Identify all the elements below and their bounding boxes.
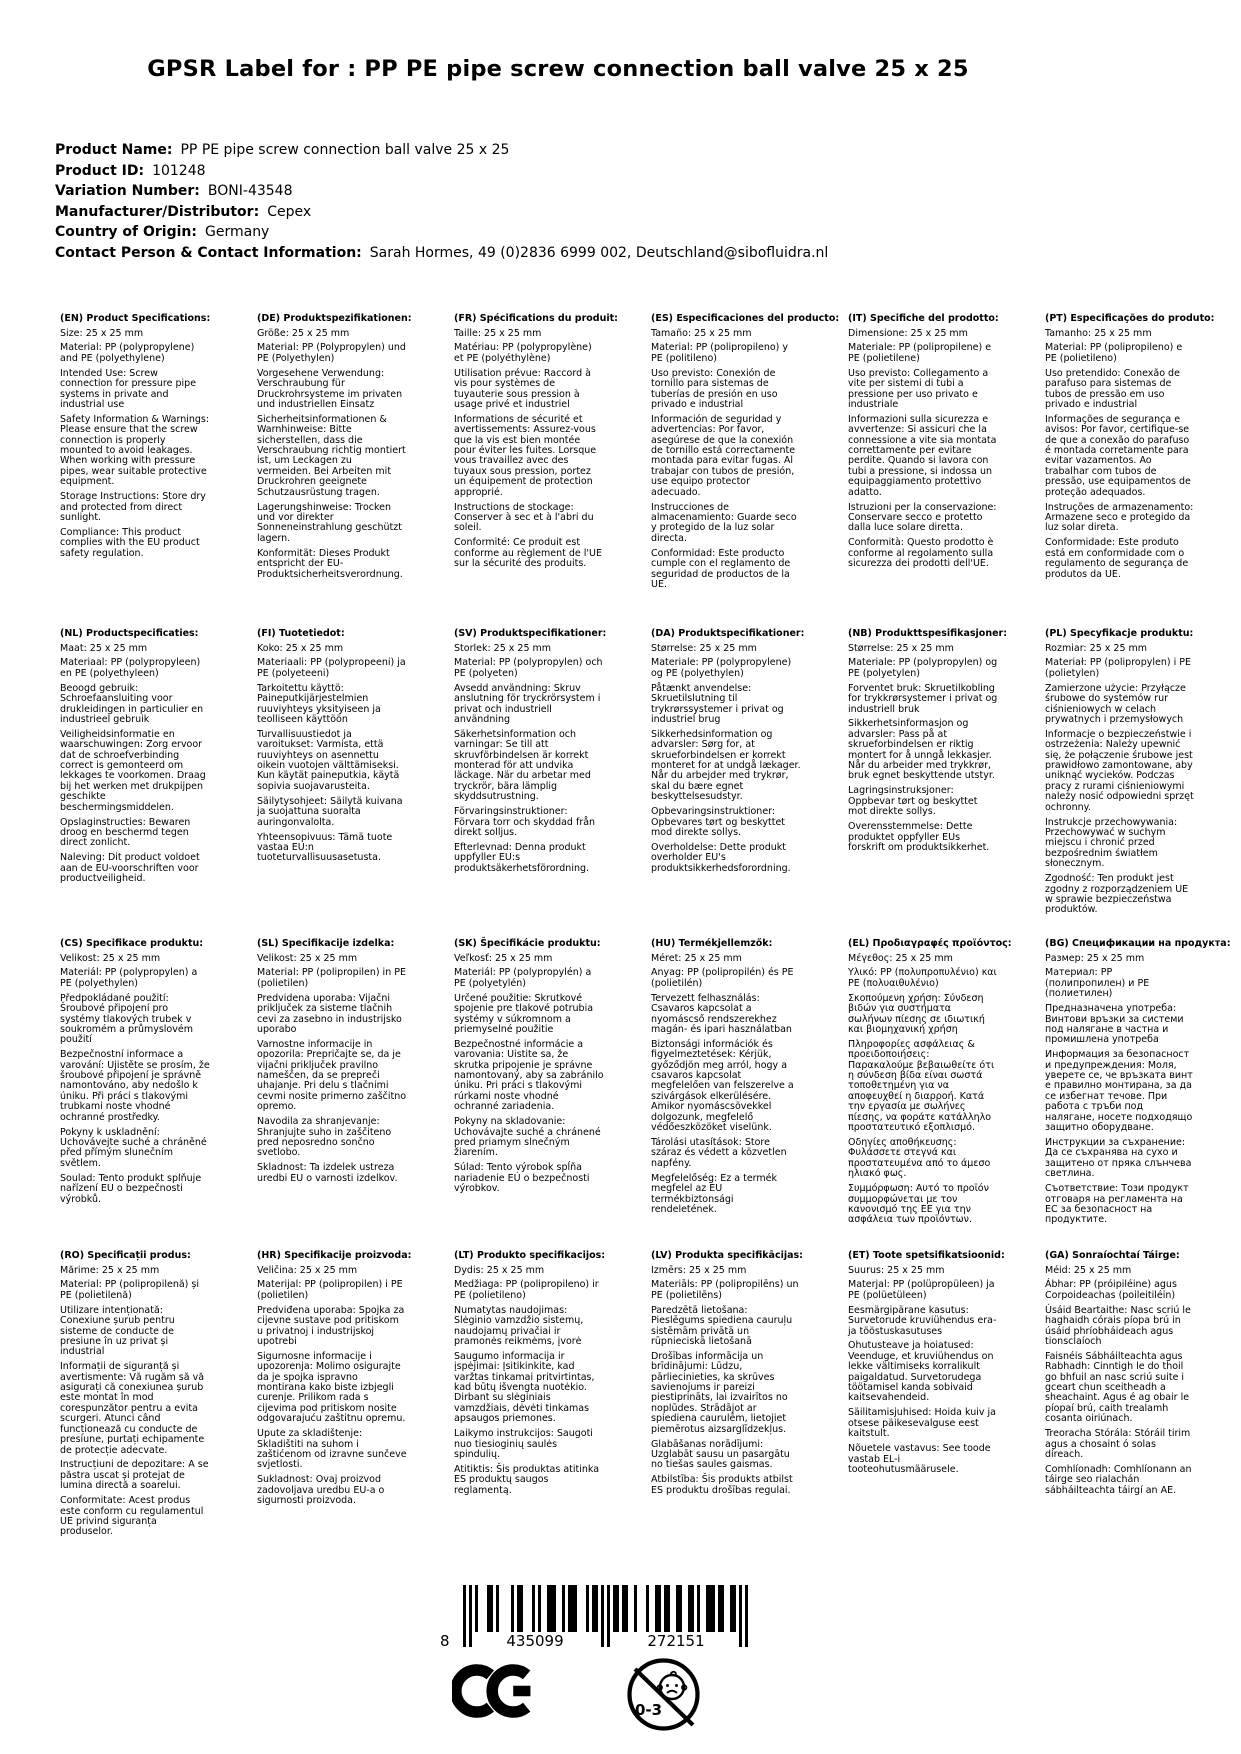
- lang-block-de: [257, 313, 412, 628]
- product-info-row: [55, 140, 828, 161]
- lang-paragraph: Tervezett felhasználás: Csavaros kapcsolat a nyomáscső rendszerekhez magán- és ipari használatban: [651, 992, 792, 1035]
- lang-heading: (LV) Produkta specifikācijas:: [651, 1250, 803, 1261]
- lang-heading: (PT) Especificações do produto:: [1045, 313, 1215, 324]
- lang-paragraph: Úsáid Beartaithe: Nasc scriú le haghaidh córais píopa brú in úsáid phríobháideach agus tionsclaíoch: [1045, 1304, 1191, 1347]
- lang-paragraph: Safety Information & Warnings: Please ensure that the screw connection is properly mounted to avoid leakages. When working with pressure pipes, wear suitable protective equipment.: [60, 413, 210, 488]
- lang-heading: (EN) Product Specifications:: [60, 313, 211, 324]
- info-field-value: Cepex: [267, 203, 312, 220]
- lang-paragraph: Información de seguridad y advertencias: Por favor, asegúrese de que la conexión de tornillo está correctamente montada para evitar fugas. Al trabajar con tubos de presión, use equipo protector adecuado.: [651, 413, 796, 498]
- lang-block-fi: [257, 628, 407, 938]
- lang-paragraph: Materijal: PP (polipropilen) i PE (polietilen): [257, 1279, 403, 1301]
- lang-paragraph: Μέγεθος: 25 x 25 mm: [848, 952, 953, 964]
- lang-paragraph: Rozmiar: 25 x 25 mm: [1045, 642, 1148, 654]
- lang-paragraph: Veličina: 25 x 25 mm: [257, 1264, 358, 1276]
- lang-block-nl: [60, 628, 210, 938]
- lang-paragraph: Utilizare intenționată: Conexiune șurub pentru sisteme de conducte de presiune în uz privat și industrial: [60, 1304, 175, 1358]
- lang-paragraph: Tamaño: 25 x 25 mm: [651, 327, 752, 339]
- lang-heading: (HU) Termékjellemzők:: [651, 938, 773, 949]
- lang-paragraph: Størrelse: 25 x 25 mm: [848, 642, 954, 654]
- lang-paragraph: Zgodność: Ten produkt jest zgodny z rozporządzeniem UE w sprawie bezpieczeństwa produktów.: [1045, 873, 1189, 916]
- lang-block-sk: [454, 938, 604, 1250]
- info-field-value: BONI-43548: [207, 183, 293, 200]
- lang-paragraph: Turvallisuustiedot ja varoitukset: Varmista, että ruuviyhteys on asennettu oikein vuotojen välttämiseksi. Kun käytät paineputkia, käytä sopivia suojavarusteita.: [257, 728, 400, 792]
- lang-heading: (SV) Produktspecifikationer:: [454, 628, 607, 639]
- lang-paragraph: Navodila za shranjevanje: Shranjujte suho in zaščiteno pred neposredno sončno svetlobo.: [257, 1116, 392, 1159]
- product-info-row: [55, 243, 828, 264]
- info-field-value: 101248: [152, 162, 206, 179]
- lang-paragraph: Conformidad: Este producto cumple con el reglamento de seguridad de productos de la UE.: [651, 547, 791, 590]
- lang-paragraph: Compliance: This product complies with the EU product safety regulation.: [60, 526, 200, 559]
- lang-paragraph: Informații de siguranță și avertismente: Vă rugăm să vă asigurați că conexiunea șurub este montat în mod corespunzător pentru a evita scurgeri. Atunci când funcționează cu conducte de presiune, purtați echipamente de protecție adecvate.: [60, 1361, 205, 1456]
- lang-paragraph: Materiál: PP (polypropylén) a PE (polyetylén): [454, 967, 592, 989]
- lang-block-pl: [1045, 628, 1195, 938]
- lang-block-lv: [651, 1250, 801, 1538]
- lang-paragraph: Vorgesehene Verwendung: Verschraubung für Druckrohrsysteme im privaten und industriellen Einsatz: [257, 367, 403, 410]
- lang-heading: (ET) Toote spetsifikatsioonid:: [848, 1250, 1005, 1261]
- lang-paragraph: Conformitate: Acest produs este conform cu regulamentul UE privind siguranța produselor.: [60, 1495, 204, 1538]
- lang-block-hr: [257, 1250, 412, 1538]
- lang-paragraph: Forventet bruk: Skruetilkobling for trykkrørsystemer i privat og industriell bruk: [848, 682, 998, 715]
- lang-paragraph: Upute za skladištenje: Skladištiti na suhom i zaštićenom od izravne sunčeve svjetlosti.: [257, 1428, 407, 1471]
- lang-paragraph: Biztonsági információk és figyelmeztetések: Kérjük, győződjön meg arról, hogy a csavaros kapcsolat megfelelően van felszerelve a szivárgások elkerülésére. Amikor nyomáscsövekkel dolgozunk, megfelelő védőeszközöket viselünk.: [651, 1038, 794, 1134]
- lang-paragraph: Dydis: 25 x 25 mm: [454, 1264, 545, 1276]
- lang-paragraph: Paredzētā lietošana: Pieslēgums spiediena cauruļu sistēmām privātā un rūpnieciskā lietošanā: [651, 1304, 793, 1347]
- lang-paragraph: Uso pretendido: Conexão de parafuso para sistemas de tubos de pressão em uso privado e industrial: [1045, 367, 1180, 410]
- lang-paragraph: Tamanho: 25 x 25 mm: [1045, 327, 1152, 339]
- lang-block-nb: [848, 628, 1008, 938]
- info-field-label: Variation Number:: [55, 183, 200, 200]
- lang-paragraph: Opslaginstructies: Bewaren droog en beschermd tegen direct zonlicht.: [60, 816, 191, 849]
- lang-heading: (SL) Specifikacije izdelka:: [257, 938, 395, 949]
- lang-heading: (PL) Specyfikacje produktu:: [1045, 628, 1194, 639]
- lang-paragraph: Nõuetele vastavus: See toode vastab EL-i tooteohutusmäärusele.: [848, 1443, 991, 1475]
- lang-heading: (BG) Спецификации на продукта:: [1045, 938, 1231, 949]
- lang-paragraph: Velikost: 25 x 25 mm: [257, 952, 358, 964]
- lang-paragraph: Instruções de armazenamento: Armazene seco e protegido da luz solar direta.: [1045, 501, 1194, 534]
- info-field-label: Country of Origin:: [55, 224, 197, 241]
- lang-paragraph: Informações de segurança e avisos: Por favor, certifique-se de que a conexão do parafuso é montada corretamente para evitar vazamentos. Ao trabalhar com tubos de pressão, use equipamentos de proteção adequados.: [1045, 413, 1191, 498]
- lang-paragraph: Avsedd användning: Skruv anslutning för tryckrörsystem i privat och industriell användning: [454, 682, 601, 725]
- info-field-label: Contact Person & Contact Information:: [55, 244, 362, 261]
- lang-paragraph: Ohutusteave ja hoiatused: Veenduge, et kruviühendus on lekke vältimiseks korralikult paigaldatud. Survetorudega töötamisel kanda sobivaid kaitsevahendeid.: [848, 1340, 994, 1404]
- age-warning-0-3-icon: [626, 1657, 701, 1732]
- lang-paragraph: Инструкции за съхранение: Да се съхранява на сухо и защитено от пряка слънчева светлина.: [1045, 1137, 1192, 1180]
- lang-paragraph: Maat: 25 x 25 mm: [60, 642, 148, 654]
- lang-paragraph: Utilisation prévue: Raccord à vis pour systèmes de tuyauterie sous pression à usage privé et industriel: [454, 367, 591, 410]
- lang-block-ga: [1045, 1250, 1195, 1538]
- lang-paragraph: Eesmärgipärane kasutus: Survetorude kruviühendus era- ja tööstuskasutuses: [848, 1304, 997, 1337]
- lang-paragraph: Size: 25 x 25 mm: [60, 327, 144, 339]
- lang-paragraph: Sukladnost: Ovaj proizvod zadovoljava uredbu EU-a o sigurnosti proizvoda.: [257, 1474, 385, 1507]
- lang-paragraph: Glabāšanas norādījumi: Uzglabāt sausu un pasargātu no tiešas saules gaismas.: [651, 1438, 790, 1471]
- lang-paragraph: Πληροφορίες ασφάλειας & προειδοποιήσεις: Παρακαλούμε βεβαιωθείτε ότι η σύνδεση βίδα είναι σωστά τοποθετημένη για να αποφευχθεί η διαρροή. Κατά την εργασία με σωλήνες πίεσης, να φοράτε κατάλληλο προστατευτικό εξοπλισμό.: [848, 1038, 995, 1134]
- lang-paragraph: Efterlevnad: Denna produkt uppfyller EU:s produktsäkerhetsförordning.: [454, 841, 590, 874]
- lang-paragraph: Ábhar: PP (próipiléine) agus Corpoideachas (poileitiléin): [1045, 1279, 1177, 1301]
- lang-paragraph: Overholdelse: Dette produkt overholder EU's produktsikkerhedsforordning.: [651, 841, 791, 874]
- lang-paragraph: Informations de sécurité et avertissements: Assurez-vous que la vis est bien montée pour éviter les fuites. Lorsque vous travaillez avec des tuyaux sous pression, portez un équipement de protection approprié.: [454, 413, 597, 498]
- product-info-row: [55, 161, 828, 182]
- lang-paragraph: Informazioni sulla sicurezza e avvertenze: Si assicuri che la connessione a vite sia montata correttamente per evitare perdite. Quando si lavora con tubi a pressione, si indossa un equipaggiamento protettivo adatto.: [848, 413, 997, 498]
- lang-paragraph: Instrukcje przechowywania: Przechowywać w suchym miejscu i chronić przed bezpośrednim światłem słonecznym.: [1045, 816, 1178, 870]
- lang-block-el: [848, 938, 1012, 1250]
- lang-paragraph: Anyag: PP (polipropilén) és PE (polietilén): [651, 967, 794, 989]
- lang-paragraph: Drošības informācija un brīdinājumi: Lūdzu, pārliecinieties, ka skrūves savienojums ir pareizi piestiprināts, lai izvairītos no noplūdes. Strādājot ar spiediena caurulēm, lietojiet piemērotus aizsarglīdzekļus.: [651, 1350, 788, 1435]
- lang-paragraph: Tarkoitettu käyttö: Paineputkijärjestelmien ruuviyhteys yksityiseen ja teolliseen käyttöön: [257, 682, 381, 725]
- lang-paragraph: Zamierzone użycie: Przyłącze śrubowe do systemów rur ciśnieniowych w celach prywatnych i przemysłowych: [1045, 682, 1186, 725]
- lang-block-hu: [651, 938, 801, 1250]
- lang-block-lt: [454, 1250, 604, 1538]
- lang-block-pt: [1045, 313, 1215, 628]
- lang-paragraph: Yhteensopivuus: Tämä tuote vastaa EU:n tuoteturvallisuusasetusta.: [257, 831, 393, 864]
- lang-block-it: [848, 313, 998, 628]
- lang-paragraph: Veiligheidsinformatie en waarschuwingen: Zorg ervoor dat de schroefverbinding correct is gemonteerd om lekkages te voorkomen. Draag bij het werken met drukpijpen geschikte beschermingsmiddelen.: [60, 728, 206, 813]
- lang-paragraph: Material: PP (polipropileno) y PE (politileno): [651, 342, 788, 364]
- lang-paragraph: Bezpečnostní informace a varování: Ujistěte se prosím, že šroubové připojení je správně namontováno, aby nedošlo k úniku. Při práci s tlakovými trubkami noste vhodné ochranné prostředky.: [60, 1049, 210, 1123]
- lang-paragraph: Størrelse: 25 x 25 mm: [651, 642, 757, 654]
- lang-paragraph: Sigurnosne informacije i upozorenja: Molimo osigurajte da je spojka ispravno montirana kako biste izbjegli curenje. Prilikom rada s cijevima pod pritiskom nosite odgovarajuću zaštitnu opremu.: [257, 1350, 406, 1425]
- lang-paragraph: Размер: 25 x 25 mm: [1045, 952, 1145, 964]
- lang-paragraph: Материал: PP (полипропилен) и PE (полиетилен): [1045, 967, 1150, 1000]
- lang-paragraph: Größe: 25 x 25 mm: [257, 327, 350, 339]
- lang-paragraph: Atbilstība: Šis produkts atbilst ES produktu drošības regulai.: [651, 1474, 793, 1496]
- lang-paragraph: Tárolási utasítások: Store száraz és védett a közvetlen napfény.: [651, 1137, 787, 1169]
- lang-paragraph: Material: PP (polypropylen) och PE (polyeten): [454, 657, 603, 679]
- lang-paragraph: Suurus: 25 x 25 mm: [848, 1264, 945, 1276]
- lang-paragraph: Lagringsinstruksjoner: Oppbevar tørt og beskyttet mot direkte sollys.: [848, 785, 978, 818]
- barcode-digit-first: 8: [440, 1632, 450, 1650]
- lang-paragraph: Lagerungshinweise: Trocken und vor direkter Sonneneinstrahlung geschützt lagern.: [257, 501, 402, 544]
- lang-paragraph: Mărime: 25 x 25 mm: [60, 1264, 160, 1276]
- lang-block-es: [651, 313, 840, 628]
- product-info-row: [55, 181, 828, 202]
- lang-paragraph: Instructions de stockage: Conserver à sec et à l'abri du soleil.: [454, 501, 594, 534]
- info-field-label: Manufacturer/Distributor:: [55, 203, 260, 220]
- lang-heading: (LT) Produkto specifikacijos:: [454, 1250, 606, 1261]
- lang-paragraph: Konformität: Dieses Produkt entspricht der EU-Produktsicherheitsverordnung.: [257, 547, 403, 580]
- lang-paragraph: Materiale: PP (polypropylen) og PE (polyetylen): [848, 657, 998, 679]
- lang-paragraph: Beoogd gebruik: Schroefaansluiting voor drukleidingen in particulier en industrieel gebruik: [60, 682, 204, 725]
- lang-paragraph: Méid: 25 x 25 mm: [1045, 1264, 1132, 1276]
- lang-paragraph: Materiale: PP (polypropylene) og PE (polyethylen): [651, 657, 792, 679]
- ce-mark-icon: [452, 1660, 540, 1722]
- lang-paragraph: Material: PP (polypropylene) and PE (polyethylene): [60, 342, 195, 364]
- lang-heading: (HR) Specifikacije proizvoda:: [257, 1250, 412, 1261]
- lang-heading: (RO) Specificații produs:: [60, 1250, 191, 1261]
- lang-heading: (ES) Especificaciones del producto:: [651, 313, 840, 324]
- lang-block-sl: [257, 938, 407, 1250]
- lang-paragraph: Skladnost: Ta izdelek ustreza uredbi EU o varnosti izdelkov.: [257, 1162, 398, 1184]
- lang-paragraph: Istruzioni per la conservazione: Conservare secco e protetto dalla luce solare diretta.: [848, 501, 997, 534]
- lang-paragraph: Materiał: PP (polipropylen) i PE (polietylen): [1045, 657, 1191, 679]
- lang-paragraph: Intended Use: Screw connection for pressure pipe systems in private and industrial use: [60, 367, 197, 410]
- lang-paragraph: Material: PP (polipropilen) in PE (polietilen): [257, 967, 406, 989]
- lang-paragraph: Sikkerhedsinformation og advarsler: Sørg for, at skrueforbindelsen er korrekt monteret for at undgå lækager. Når du arbejder med trykrør, skal du bære egnet beskyttelsesudstyr.: [651, 728, 801, 803]
- lang-paragraph: Förvaringsinstruktioner: Förvara torr och skyddad från direkt solljus.: [454, 806, 596, 838]
- lang-paragraph: Materiaali: PP (polypropeeni) ja PE (polyeteeni): [257, 657, 406, 679]
- lang-paragraph: Velikost: 25 x 25 mm: [60, 952, 161, 964]
- lang-paragraph: Pokyny na skladovanie: Uchovávajte suché a chránené pred priamym slnečným žiarením.: [454, 1116, 601, 1159]
- barcode-digits-group2: 272151: [647, 1632, 705, 1650]
- lang-heading: (FR) Spécifications du produit:: [454, 313, 618, 324]
- info-field-label: Product Name:: [55, 142, 173, 158]
- lang-paragraph: Material: PP (polipropilenă) și PE (polietilenă): [60, 1279, 199, 1301]
- lang-paragraph: Dimensione: 25 x 25 mm: [848, 327, 968, 339]
- product-info-row: [55, 222, 828, 243]
- lang-paragraph: Bezpečnostné informácie a varovania: Uistite sa, že skrutka pripojenie je správne namontovaný, aby sa zabránilo úniku. Pri práci s tlakovými rúrkami noste vhodné ochranné zariadenia.: [454, 1038, 604, 1113]
- lang-paragraph: Matériau: PP (polypropylène) et PE (polyéthylène): [454, 342, 592, 364]
- lang-block-fr: [454, 313, 618, 628]
- lang-paragraph: Informacje o bezpieczeństwie i ostrzeżenia: Należy upewnić się, że połączenie śrubowe jest prawidłowo zamontowane, aby uniknąć wycieków. Podczas pracy z rurami ciśnieniowymi należy nosić odpowiedni sprzęt ochronny.: [1045, 728, 1194, 813]
- lang-paragraph: Treoracha Stórála: Stóráil tirim agus a chosaint ó solas díreach.: [1045, 1428, 1191, 1460]
- lang-paragraph: Информация за безопасност и предупреждения: Моля, уверете се, че връзката винт е правилно монтирана, за да се избегнат течове. При работа с тръби под налягане, носете подходящо защитно оборудване.: [1045, 1049, 1193, 1134]
- lang-paragraph: Saugumo informacija ir įspėjimai: Įsitikinkite, kad varžtas tinkamai pritvirtintas, kad būtų išvengta nuotėkio. Dirbant su slėginiais vamzdžiais, dėvėti tinkamas apsaugos priemones.: [454, 1350, 595, 1425]
- lang-paragraph: Instrucțiuni de depozitare: A se păstra uscat și protejat de lumina directă a soarelui.: [60, 1459, 209, 1492]
- lang-heading: (GA) Sonraíochtaí Táirge:: [1045, 1250, 1180, 1261]
- lang-paragraph: Súlad: Tento výrobok spĺňa nariadenie EÚ o bezpečnosti výrobkov.: [454, 1162, 590, 1195]
- lang-paragraph: Varnostne informacije in opozorila: Prepričajte se, da je vijačni priključek pravilno nameščen, da se prepreči uhajanje. Pri delu s tlačnimi cevmi nosite primerno zaščitno opremo.: [257, 1038, 407, 1113]
- lang-paragraph: Medžiaga: PP (polipropileno) ir PE (polietileno): [454, 1279, 599, 1301]
- lang-paragraph: Säkerhetsinformation och varningar: Se till att skruvförbindelsen är korrekt monterad för att undvika läckage. När du arbetar med tryckrör, bära lämplig skyddsutrustning.: [454, 728, 591, 803]
- lang-paragraph: Určené použitie: Skrutkové spojenie pre tlakové potrubia systémy v súkromnom a priemyselné použitie: [454, 992, 594, 1035]
- lang-block-en: [60, 313, 210, 628]
- lang-paragraph: Instrucciones de almacenamiento: Guarde seco y protegido de la luz solar directa.: [651, 501, 797, 544]
- product-info-block: [55, 140, 828, 264]
- lang-paragraph: Laikymo instrukcijos: Saugoti nuo tiesioginių saulės spindulių.: [454, 1428, 593, 1460]
- lang-heading: (IT) Specifiche del prodotto:: [848, 313, 999, 324]
- lang-paragraph: Οδηγίες αποθήκευσης: Φυλάσσετε στεγνά και προστατευμένα από το άμεσο ηλιακό φως.: [848, 1137, 991, 1180]
- lang-paragraph: Materjal: PP (polüpropüleen) ja PE (polüetüleen): [848, 1279, 995, 1301]
- lang-paragraph: Taille: 25 x 25 mm: [454, 327, 542, 339]
- lang-block-da: [651, 628, 805, 938]
- lang-paragraph: Storage Instructions: Store dry and protected from direct sunlight.: [60, 491, 206, 523]
- lang-paragraph: Naleving: Dit product voldoet aan de EU-voorschriften voor productveiligheid.: [60, 852, 200, 885]
- lang-paragraph: Conformità: Questo prodotto è conforme al regolamento sulla sicurezza dei prodotti dell'UE.: [848, 537, 994, 570]
- lang-paragraph: Υλικό: PP (πολυπροπυλένιο) και PE (πολυαιθυλένιο): [848, 967, 997, 989]
- lang-paragraph: Säilitamisjuhised: Hoida kuiv ja otsese päikesevalguse eest kaitstult.: [848, 1407, 996, 1440]
- product-info-row: [55, 202, 828, 223]
- lang-paragraph: Σκοπούμενη χρήση: Σύνδεση βιδών για συστήματα σωλήνων πίεσης σε ιδιωτική και βιομηχανική χρήση: [848, 992, 985, 1035]
- lang-paragraph: Sicherheitsinformationen & Warnhinweise: Bitte sicherstellen, dass die Verschraubung richtig montiert ist, um Leckagen zu vermeiden. Bei Arbeiten mit Druckrohren geeignete Schutzausrüstung tragen.: [257, 413, 406, 498]
- page-title: GPSR Label for : PP PE pipe screw connection ball valve 25 x 25: [147, 56, 969, 82]
- info-field-label: Product ID:: [55, 162, 145, 179]
- lang-paragraph: Предназначена употреба: Винтови връзки за системи под налягане в частна и промишлена употреба: [1045, 1003, 1184, 1046]
- ean-barcode: [440, 1585, 750, 1655]
- lang-paragraph: Uso previsto: Collegamento a vite per sistemi di tubi a pressione per uso privato e industriale: [848, 367, 989, 410]
- lang-paragraph: Faisnéis Sábháilteachta agus Rabhadh: Cinntigh le do thoil go bhfuil an nasc scriú suite i gceart chun sceitheadh a sheachaint. Agus é ag obair le píopaí brú, caith trealamh cosanta oiriúnach.: [1045, 1350, 1190, 1425]
- lang-paragraph: Materiale: PP (polipropilene) e PE (polietilene): [848, 342, 992, 364]
- lang-paragraph: Opbevaringsinstruktioner: Opbevares tørt og beskyttet mod direkte sollys.: [651, 806, 786, 838]
- barcode-digits-group1: 435099: [506, 1632, 564, 1650]
- lang-paragraph: Predviđena uporaba: Spojka za cijevne sustave pod pritiskom u privatnoj i industrijskoj upotrebi: [257, 1304, 405, 1347]
- lang-heading: (CS) Specifikace produktu:: [60, 938, 204, 949]
- lang-paragraph: Overensstemmelse: Dette produktet oppfyller EUs forskrift om produktsikkerhet.: [848, 821, 990, 853]
- lang-paragraph: Koko: 25 x 25 mm: [257, 642, 344, 654]
- lang-paragraph: Předpokládané použití: Šroubové připojení pro systémy tlakových trubek v soukromém a průmyslovém použití: [60, 992, 193, 1046]
- lang-block-et: [848, 1250, 1005, 1538]
- lang-block-sv: [454, 628, 607, 938]
- lang-paragraph: Material: PP (Polypropylen) und PE (Polyethylen): [257, 342, 406, 364]
- lang-paragraph: Soulad: Tento produkt splňuje nařízení EU o bezpečnosti výrobků.: [60, 1172, 202, 1205]
- lang-heading: (NL) Productspecificaties:: [60, 628, 199, 639]
- info-field-value: PP PE pipe screw connection ball valve 25 x 25: [180, 142, 510, 158]
- lang-paragraph: Méret: 25 x 25 mm: [651, 952, 742, 964]
- age-range-label: 0-3: [635, 1701, 663, 1719]
- lang-heading: (DE) Produktspezifikationen:: [257, 313, 412, 324]
- lang-heading: (NB) Produkttspesifikasjoner:: [848, 628, 1008, 639]
- lang-paragraph: Conformidade: Este produto está em conformidade com o regulamento de segurança de produtos da UE.: [1045, 537, 1189, 580]
- lang-paragraph: Numatytas naudojimas: Slėginio vamzdžio sistemų, naudojamų privačiai ir pramonės reikmėms, įvorė: [454, 1304, 584, 1347]
- lang-heading: (SK) Špecifikácie produktu:: [454, 938, 601, 949]
- lang-paragraph: Comhlíonadh: Comhlíonann an táirge seo rialachán sábháilteachta táirgí an AE.: [1045, 1463, 1192, 1496]
- lang-paragraph: Съответствие: Този продукт отговаря на регламента на ЕС за безопасност на продуктите.: [1045, 1183, 1189, 1226]
- lang-paragraph: Predvidena uporaba: Vijačni priključek za sisteme tlačnih cevi za zasebno in industrijsko uporabo: [257, 992, 402, 1035]
- lang-heading: (FI) Tuotetiedot:: [257, 628, 345, 639]
- lang-paragraph: Veľkosť: 25 x 25 mm: [454, 952, 553, 964]
- lang-paragraph: Megfelelőség: Ez a termék megfelel az EU termékbiztonsági rendeletének.: [651, 1172, 778, 1215]
- lang-paragraph: Materiaal: PP (polypropyleen) en PE (polyethyleen): [60, 657, 201, 679]
- info-field-value: Germany: [205, 224, 270, 241]
- lang-heading: (DA) Produktspecifikationer:: [651, 628, 805, 639]
- lang-paragraph: Συμμόρφωση: Αυτό το προϊόν συμμορφώνεται με τον κανονισμό της ΕΕ για την ασφάλεια των προϊόντων.: [848, 1183, 989, 1226]
- lang-paragraph: Pokyny k uskladnění: Uchovávejte suché a chráněné před přímým slunečním světlem.: [60, 1126, 207, 1169]
- language-specs-grid: [60, 313, 1231, 1538]
- lang-paragraph: Säilytysohjeet: Säilytä kuivana ja suojattuna suoralta auringonvalolta.: [257, 795, 403, 828]
- lang-paragraph: Material: PP (polipropileno) e PE (polietileno): [1045, 342, 1183, 364]
- lang-paragraph: Conformité: Ce produit est conforme au règlement de l'UE sur la sécurité des produits.: [454, 537, 602, 570]
- lang-paragraph: Materiāls: PP (polipropilēns) un PE (polietilēns): [651, 1279, 799, 1301]
- info-field-value: Sarah Hormes, 49 (0)2836 6999 002, Deutschland@sibofluidra.nl: [369, 244, 829, 261]
- lang-paragraph: Påtænkt anvendelse: Skruetilslutning til trykrørssystemer i privat og industriel brug: [651, 682, 784, 725]
- lang-paragraph: Izmērs: 25 x 25 mm: [651, 1264, 747, 1276]
- lang-heading: (EL) Προδιαγραφές προϊόντος:: [848, 938, 1012, 949]
- lang-paragraph: Materiál: PP (polypropylen) a PE (polyethylen): [60, 967, 198, 989]
- lang-paragraph: Sikkerhetsinformasjon og advarsler: Pass på at skrueforbindelsen er riktig montert for å unngå lekkasjer. Når du arbeider med trykkrør, bruk egnet beskyttende utstyr.: [848, 718, 995, 782]
- lang-block-cs: [60, 938, 210, 1250]
- lang-paragraph: Uso previsto: Conexión de tornillo para sistemas de tuberías de presión en uso privado e industrial: [651, 367, 778, 410]
- lang-paragraph: Storlek: 25 x 25 mm: [454, 642, 552, 654]
- lang-paragraph: Atitiktis: Šis produktas atitinka ES produktų saugos reglamentą.: [454, 1463, 600, 1496]
- lang-block-bg: [1045, 938, 1231, 1250]
- lang-block-ro: [60, 1250, 210, 1538]
